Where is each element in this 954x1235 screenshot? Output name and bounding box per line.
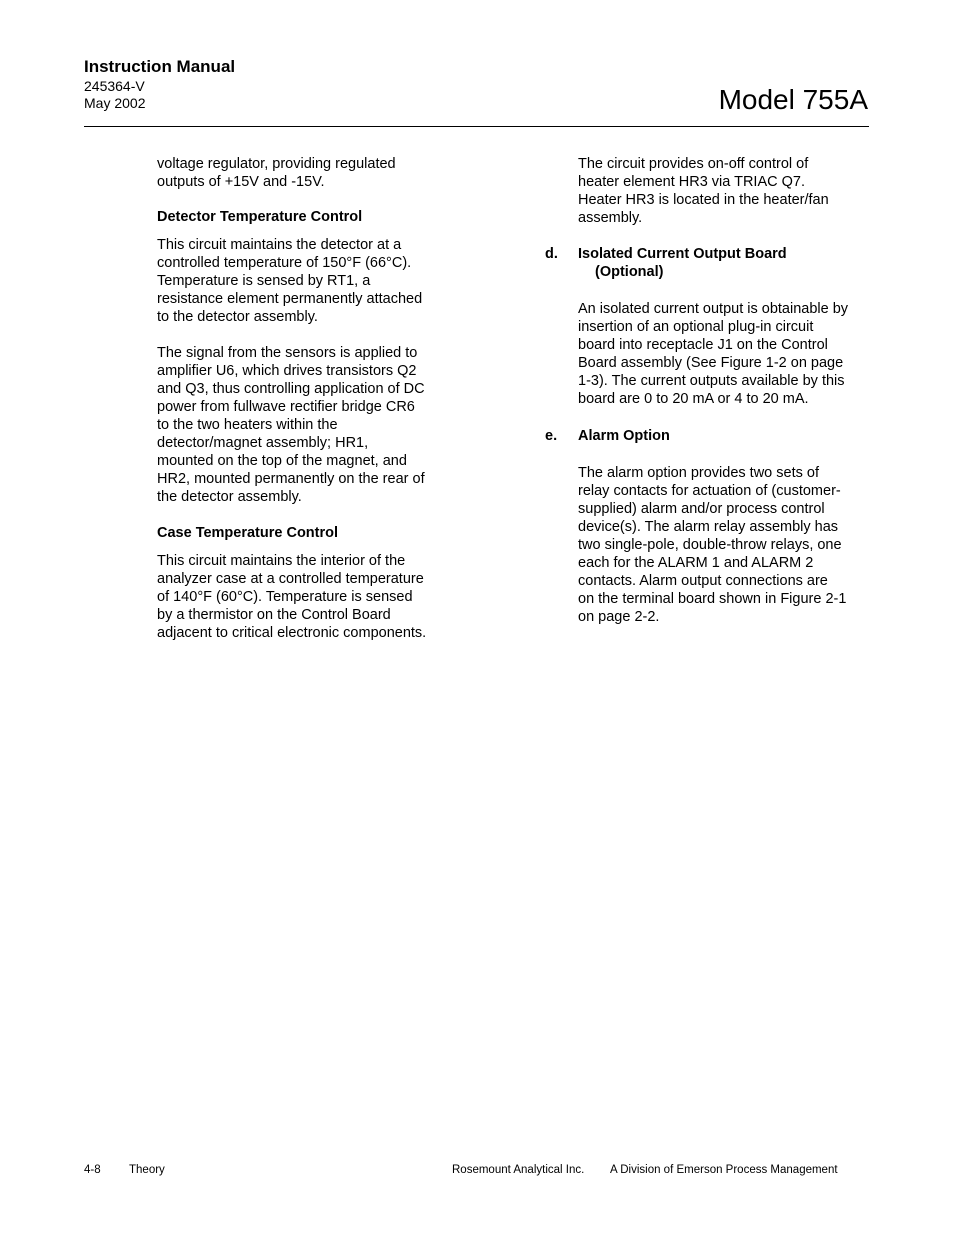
text-line: outputs of +15V and -15V. xyxy=(157,174,325,190)
intro-paragraph xyxy=(157,155,457,191)
text-line: This circuit maintains the detector at a xyxy=(157,237,402,253)
text-line: amplifier U6, which drives transistors Q2 xyxy=(157,363,417,379)
text-line: by a thermistor on the Control Board xyxy=(157,607,391,623)
text-line: This circuit maintains the interior of the xyxy=(157,553,406,569)
header-rule xyxy=(84,126,869,127)
text-line: An isolated current output is obtainable by xyxy=(578,301,849,317)
document-number: 245364-V xyxy=(84,78,145,94)
section-e-heading xyxy=(545,427,875,445)
text-line: supplied) alarm and/or process control xyxy=(578,501,825,517)
footer-section: Theory xyxy=(129,1164,165,1176)
text-line: assembly. xyxy=(578,210,643,226)
text-line: resistance element permanently attached xyxy=(157,291,423,307)
section-e-paragraph xyxy=(578,464,875,626)
text-line: Board assembly (See Figure 1-2 on page xyxy=(578,355,844,371)
text-line: to the two heaters within the xyxy=(157,417,338,433)
section-d-heading xyxy=(545,245,875,281)
text-line: board into receptacle J1 on the Control xyxy=(578,337,828,353)
text-line: insertion of an optional plug-in circuit xyxy=(578,319,814,335)
text-line: contacts. Alarm output connections are xyxy=(578,573,828,589)
text-line: the detector assembly. xyxy=(157,489,302,505)
section-e-title: Alarm Option xyxy=(578,428,670,444)
text-line: relay contacts for actuation of (customer- xyxy=(578,483,841,499)
header-title: Instruction Manual xyxy=(84,57,236,76)
text-line: Heater HR3 is located in the heater/fan xyxy=(578,192,829,208)
text-line: on the terminal board shown in Figure 2-1 xyxy=(578,591,847,607)
text-line: controlled temperature of 150°F (66°C). xyxy=(157,255,412,271)
text-line: on page 2-2. xyxy=(578,609,660,625)
right-column xyxy=(545,155,875,626)
text-line: to the detector assembly. xyxy=(157,309,318,325)
text-line: HR2, mounted permanently on the rear of xyxy=(157,471,425,487)
text-line: analyzer case at a controlled temperature xyxy=(157,571,424,587)
text-line: detector/magnet assembly; HR1, xyxy=(157,435,369,451)
text-line: Temperature is sensed by RT1, a xyxy=(157,273,371,289)
text-line: mounted on the top of the magnet, and xyxy=(157,453,407,469)
section-d-paragraph xyxy=(578,300,875,408)
document-date: May 2002 xyxy=(84,95,146,111)
text-line: The alarm option provides two sets of xyxy=(578,465,819,481)
case-heading: Case Temperature Control xyxy=(157,525,339,541)
text-line: 1-3). The current outputs available by this xyxy=(578,373,845,389)
footer-division: A Division of Emerson Process Management xyxy=(610,1164,838,1176)
text-line: adjacent to critical electronic components. xyxy=(157,625,427,641)
case-paragraph xyxy=(157,552,457,642)
text-line: of 140°F (60°C). Temperature is sensed xyxy=(157,589,413,605)
section-d-marker: d. xyxy=(545,246,558,262)
footer-page-number: 4-8 xyxy=(84,1164,101,1176)
text-line: and Q3, thus controlling application of DC xyxy=(157,381,425,397)
model-name: Model 755A xyxy=(718,84,868,115)
text-line: device(s). The alarm relay assembly has xyxy=(578,519,839,535)
text-line: board are 0 to 20 mA or 4 to 20 mA. xyxy=(578,391,809,407)
text-line: heater element HR3 via TRIAC Q7. xyxy=(578,174,805,190)
text-line: The signal from the sensors is applied to xyxy=(157,345,418,361)
footer-company: Rosemount Analytical Inc. xyxy=(452,1164,585,1176)
text-line: The circuit provides on-off control of xyxy=(578,156,809,172)
left-column xyxy=(157,155,457,642)
detector-paragraph-1 xyxy=(157,236,457,326)
detector-paragraph-2 xyxy=(157,344,457,506)
section-e-marker: e. xyxy=(545,428,558,444)
section-d-title-cont: (Optional) xyxy=(595,264,664,280)
section-d-title: Isolated Current Output Board xyxy=(578,246,787,262)
text-line: power from fullwave rectifier bridge CR6 xyxy=(157,399,415,415)
detector-heading: Detector Temperature Control xyxy=(157,209,363,225)
text-line: voltage regulator, providing regulated xyxy=(157,156,396,172)
circuit-paragraph xyxy=(578,155,875,227)
text-line: each for the ALARM 1 and ALARM 2 xyxy=(578,555,814,571)
text-line: two single-pole, double-throw relays, one xyxy=(578,537,842,553)
